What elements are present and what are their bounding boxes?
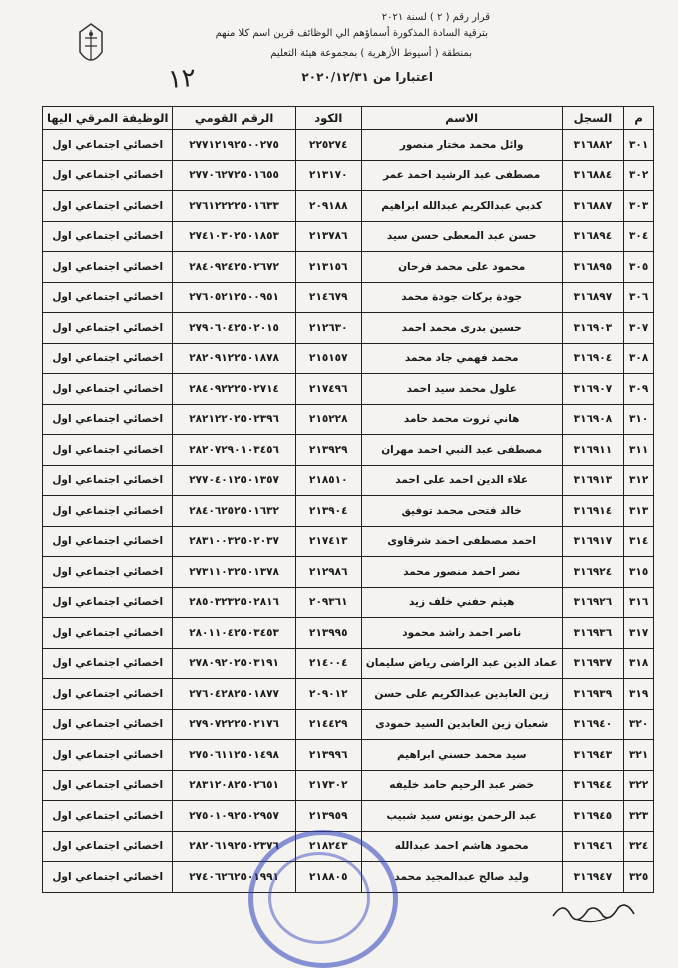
row-index: ٣٢٤ xyxy=(624,831,654,862)
row-name: زين العابدين عبدالكريم على حسن xyxy=(361,679,562,710)
row-register: ٣١٦٩٤٦ xyxy=(562,831,624,862)
row-national-id: ٢٨٢٠٩١٢٢٥٠١٨٧٨ xyxy=(173,343,295,374)
row-job: اخصائي اجتماعي اول xyxy=(43,465,173,496)
table-row xyxy=(43,160,654,191)
row-name: مصطفى عبد النبي احمد مهران xyxy=(361,435,562,466)
row-national-id: ٢٨٤٠٦٢٥٢٥٠١٦٣٢ xyxy=(173,496,295,527)
row-code: ٢١٥٢٢٨ xyxy=(295,404,361,435)
row-code: ٢١٣٩٩٦ xyxy=(295,740,361,771)
table-row xyxy=(43,313,654,344)
document-header xyxy=(0,0,678,105)
table-row xyxy=(43,526,654,557)
row-job: اخصائي اجتماعي اول xyxy=(43,435,173,466)
row-code: ٢١٣٩٢٩ xyxy=(295,435,361,466)
table-row xyxy=(43,252,654,283)
row-national-id: ٢٧٧١٢١٩٢٥٠٠٢٧٥ xyxy=(173,130,295,161)
row-national-id: ٢٧٥٠١٠٩٢٥٠٢٩٥٧ xyxy=(173,801,295,832)
row-national-id: ٢٧٧٠٦٢٧٢٥٠١٦٥٥ xyxy=(173,160,295,191)
row-national-id: ٢٧٧٠٤٠١٢٥٠١٣٥٧ xyxy=(173,465,295,496)
row-name: علول محمد سيد احمد xyxy=(361,374,562,405)
row-name: هاني ثروت محمد حامد xyxy=(361,404,562,435)
row-code: ٢١٧٤٩٦ xyxy=(295,374,361,405)
row-index: ٣١٩ xyxy=(624,679,654,710)
row-index: ٣١٦ xyxy=(624,587,654,618)
row-national-id: ٢٧٤١٠٣٠٢٥٠١٨٥٣ xyxy=(173,221,295,252)
row-name: نصر احمد منصور محمد xyxy=(361,557,562,588)
row-code: ٢١٨٢٤٣ xyxy=(295,831,361,862)
row-job: اخصائي اجتماعي اول xyxy=(43,343,173,374)
row-job: اخصائي اجتماعي اول xyxy=(43,831,173,862)
row-job: اخصائي اجتماعي اول xyxy=(43,862,173,893)
row-code: ٢١٢٩٨٦ xyxy=(295,557,361,588)
row-name: محمد فهمي جاد محمد xyxy=(361,343,562,374)
row-index: ٣٢١ xyxy=(624,740,654,771)
row-job: اخصائي اجتماعي اول xyxy=(43,587,173,618)
row-code: ٢١٣١٧٠ xyxy=(295,160,361,191)
row-index: ٣٢٢ xyxy=(624,770,654,801)
row-register: ٣١٦٨٩٤ xyxy=(562,221,624,252)
row-name: خضر عبد الرحيم حامد خليفه xyxy=(361,770,562,801)
table-row xyxy=(43,374,654,405)
row-index: ٣٠١ xyxy=(624,130,654,161)
row-index: ٣١١ xyxy=(624,435,654,466)
col-header-national-id: الرقم القومي xyxy=(173,107,295,130)
col-header-name: الاسم xyxy=(361,107,562,130)
row-code: ٢١٨٨٠٥ xyxy=(295,862,361,893)
row-job: اخصائي اجتماعي اول xyxy=(43,740,173,771)
row-index: ٣١٣ xyxy=(624,496,654,527)
row-national-id: ٢٧٤٠٦٢٦٢٥٠١٩٩١ xyxy=(173,862,295,893)
table-row xyxy=(43,191,654,222)
decree-subject: بترقية السادة المذكورة أسماؤهم الي الوظائف قرين اسم كلا منهم xyxy=(215,28,488,39)
row-code: ٢١٣٩٠٤ xyxy=(295,496,361,527)
row-national-id: ٢٧٥٠٦١١٢٥٠١٤٩٨ xyxy=(173,740,295,771)
table-row xyxy=(43,404,654,435)
row-index: ٣٢٠ xyxy=(624,709,654,740)
row-register: ٣١٦٩١٧ xyxy=(562,526,624,557)
row-index: ٣٠٦ xyxy=(624,282,654,313)
row-name: حسين بدرى محمد احمد xyxy=(361,313,562,344)
col-header-job: الوظيفة المرقي اليها xyxy=(43,107,173,130)
row-job: اخصائي اجتماعي اول xyxy=(43,496,173,527)
table-row xyxy=(43,648,654,679)
row-job: اخصائي اجتماعي اول xyxy=(43,282,173,313)
decree-title: قرار رقم ( ٢ ) لسنة ٢٠٢١ xyxy=(381,12,490,23)
row-code: ٢١٣٩٥٩ xyxy=(295,801,361,832)
row-index: ٣١٠ xyxy=(624,404,654,435)
row-register: ٣١٦٩٤٠ xyxy=(562,709,624,740)
row-register: ٣١٦٨٨٤ xyxy=(562,160,624,191)
row-code: ٢١٣١٥٦ xyxy=(295,252,361,283)
row-national-id: ٢٨٥٠٣٢٣٢٥٠٢٨١٦ xyxy=(173,587,295,618)
row-register: ٣١٦٩٣٩ xyxy=(562,679,624,710)
row-job: اخصائي اجتماعي اول xyxy=(43,679,173,710)
row-job: اخصائي اجتماعي اول xyxy=(43,160,173,191)
row-register: ٣١٦٩١٤ xyxy=(562,496,624,527)
promotion-table xyxy=(42,106,654,893)
row-national-id: ٢٨٤٠٩٢٤٢٥٠٢٦٧٢ xyxy=(173,252,295,283)
row-code: ٢٠٩٠١٢ xyxy=(295,679,361,710)
row-register: ٣١٦٩٤٣ xyxy=(562,740,624,771)
table-row xyxy=(43,709,654,740)
row-job: اخصائي اجتماعي اول xyxy=(43,404,173,435)
row-index: ٣٢٥ xyxy=(624,862,654,893)
table-row xyxy=(43,679,654,710)
row-register: ٣١٦٩١١ xyxy=(562,435,624,466)
row-code: ٢٢٥٢٧٤ xyxy=(295,130,361,161)
row-index: ٣٠٨ xyxy=(624,343,654,374)
row-name: احمد مصطفى احمد شرقاوى xyxy=(361,526,562,557)
row-code: ٢١٣٩٩٥ xyxy=(295,618,361,649)
row-national-id: ٢٧٦٠٥٢١٢٥٠٠٩٥١ xyxy=(173,282,295,313)
table-row xyxy=(43,587,654,618)
row-name: هيثم حفني خلف زيد xyxy=(361,587,562,618)
row-name: كدبي عبدالكريم عبدالله ابراهيم xyxy=(361,191,562,222)
row-index: ٣١٨ xyxy=(624,648,654,679)
row-national-id: ٢٨٢٠٧٢٩٠١٠٣٤٥٦ xyxy=(173,435,295,466)
row-national-id: ٢٨٢٠٦١٩٢٥٠٢٣٧٦ xyxy=(173,831,295,862)
row-name: جودة بركات جودة محمد xyxy=(361,282,562,313)
row-register: ٣١٦٩٤٧ xyxy=(562,862,624,893)
decree-region: بمنطقة ( أسيوط الأزهرية ) بمجموعة هيئة التعليم xyxy=(270,48,472,59)
table-row xyxy=(43,862,654,893)
row-index: ٣٠٧ xyxy=(624,313,654,344)
row-code: ٢٠٩١٨٨ xyxy=(295,191,361,222)
row-index: ٣٠٢ xyxy=(624,160,654,191)
table-header-row xyxy=(43,107,654,130)
row-index: ٣٢٣ xyxy=(624,801,654,832)
row-national-id: ٢٨٠١١٠٤٢٥٠٣٤٥٣ xyxy=(173,618,295,649)
table-row xyxy=(43,770,654,801)
row-index: ٣١٥ xyxy=(624,557,654,588)
col-header-index: م xyxy=(624,107,654,130)
table-row xyxy=(43,465,654,496)
row-register: ٣١٦٩٣٦ xyxy=(562,618,624,649)
row-national-id: ٢٧٩٠٦٠٤٢٥٠٢٠١٥ xyxy=(173,313,295,344)
row-job: اخصائي اجتماعي اول xyxy=(43,130,173,161)
row-index: ٣٠٩ xyxy=(624,374,654,405)
row-name: خالد فتحى محمد توفيق xyxy=(361,496,562,527)
table-row xyxy=(43,557,654,588)
row-national-id: ٢٨٣١٠٠٣٢٥٠٢٠٣٧ xyxy=(173,526,295,557)
row-job: اخصائي اجتماعي اول xyxy=(43,191,173,222)
row-national-id: ٢٨٤٠٩٢٢٢٥٠٢٧١٤ xyxy=(173,374,295,405)
row-job: اخصائي اجتماعي اول xyxy=(43,252,173,283)
table-row xyxy=(43,130,654,161)
table-row xyxy=(43,282,654,313)
row-code: ٢١٥١٥٧ xyxy=(295,343,361,374)
row-register: ٣١٦٩٣٧ xyxy=(562,648,624,679)
row-job: اخصائي اجتماعي اول xyxy=(43,648,173,679)
row-code: ٢١٣٧٨٦ xyxy=(295,221,361,252)
table-row xyxy=(43,618,654,649)
row-register: ٣١٦٩٤٥ xyxy=(562,801,624,832)
row-name: محمود هاشم احمد عبدالله xyxy=(361,831,562,862)
row-name: حسن عبد المعطى حسن سيد xyxy=(361,221,562,252)
row-national-id: ٢٧٦١٢٢٢٢٥٠١٦٣٣ xyxy=(173,191,295,222)
row-name: عبد الرحمن يونس سيد شبيب xyxy=(361,801,562,832)
row-name: علاء الدين احمد على احمد xyxy=(361,465,562,496)
row-job: اخصائي اجتماعي اول xyxy=(43,221,173,252)
row-register: ٣١٦٩٠٤ xyxy=(562,343,624,374)
row-national-id: ٢٨٣١٢٠٨٢٥٠٢٦٥١ xyxy=(173,770,295,801)
azhar-emblem-icon xyxy=(76,22,106,70)
row-national-id: ٢٧٣١١٠٣٢٥٠١٣٧٨ xyxy=(173,557,295,588)
table-row xyxy=(43,801,654,832)
table-row xyxy=(43,435,654,466)
row-national-id: ٢٧٦٠٤٢٨٢٥٠١٨٧٧ xyxy=(173,679,295,710)
row-index: ٣٠٤ xyxy=(624,221,654,252)
row-national-id: ٢٧٩٠٧٢٢٢٥٠٢١٧٦ xyxy=(173,709,295,740)
row-code: ٢١٤٠٠٤ xyxy=(295,648,361,679)
row-job: اخصائي اجتماعي اول xyxy=(43,526,173,557)
row-name: عماد الدين عبد الراضى رياض سليمان xyxy=(361,648,562,679)
row-national-id: ٢٧٨٠٩٢٠٢٥٠٣١٩١ xyxy=(173,648,295,679)
row-code: ٢١٤٦٧٩ xyxy=(295,282,361,313)
row-register: ٣١٦٩٤٤ xyxy=(562,770,624,801)
row-index: ٣١٢ xyxy=(624,465,654,496)
row-name: مصطفى عبد الرشيد احمد عمر xyxy=(361,160,562,191)
table-row xyxy=(43,831,654,862)
row-job: اخصائي اجتماعي اول xyxy=(43,374,173,405)
row-name: شعبان زين العابدين السيد حمودى xyxy=(361,709,562,740)
effective-date: اعتبارا من ٢٠٢٠/١٢/٣١ xyxy=(301,70,433,84)
table-row xyxy=(43,496,654,527)
row-register: ٣١٦٩٠٣ xyxy=(562,313,624,344)
row-job: اخصائي اجتماعي اول xyxy=(43,313,173,344)
row-name: وائل محمد مختار منصور xyxy=(361,130,562,161)
row-register: ٣١٦٩٠٨ xyxy=(562,404,624,435)
signature-icon xyxy=(548,896,638,926)
row-name: سيد محمد حسني ابراهيم xyxy=(361,740,562,771)
handwritten-page-number: ١٢ xyxy=(166,63,197,95)
row-name: محمود على محمد فرحان xyxy=(361,252,562,283)
table-row xyxy=(43,740,654,771)
row-index: ٣٠٥ xyxy=(624,252,654,283)
table-row xyxy=(43,343,654,374)
col-header-register: السجل xyxy=(562,107,624,130)
row-national-id: ٢٨٢١٢٢٠٢٥٠٢٣٩٦ xyxy=(173,404,295,435)
row-register: ٣١٦٩٢٤ xyxy=(562,557,624,588)
row-register: ٣١٦٩٠٧ xyxy=(562,374,624,405)
row-code: ٢١٧٣٠٢ xyxy=(295,770,361,801)
row-code: ٢٠٩٣٦١ xyxy=(295,587,361,618)
row-name: وليد صالح عبدالمجيد محمد xyxy=(361,862,562,893)
row-job: اخصائي اجتماعي اول xyxy=(43,557,173,588)
table-body xyxy=(43,130,654,893)
row-register: ٣١٦٨٩٥ xyxy=(562,252,624,283)
row-code: ٢١٤٤٢٩ xyxy=(295,709,361,740)
row-code: ٢١٢٦٣٠ xyxy=(295,313,361,344)
row-index: ٣٠٣ xyxy=(624,191,654,222)
row-index: ٣١٧ xyxy=(624,618,654,649)
row-register: ٣١٦٩٢٦ xyxy=(562,587,624,618)
col-header-code: الكود xyxy=(295,107,361,130)
row-job: اخصائي اجتماعي اول xyxy=(43,770,173,801)
row-job: اخصائي اجتماعي اول xyxy=(43,709,173,740)
row-code: ٢١٧٤١٣ xyxy=(295,526,361,557)
row-code: ٢١٨٥١٠ xyxy=(295,465,361,496)
row-register: ٣١٦٨٨٢ xyxy=(562,130,624,161)
row-index: ٣١٤ xyxy=(624,526,654,557)
row-register: ٣١٦٩١٣ xyxy=(562,465,624,496)
row-register: ٣١٦٨٨٧ xyxy=(562,191,624,222)
row-job: اخصائي اجتماعي اول xyxy=(43,801,173,832)
row-job: اخصائي اجتماعي اول xyxy=(43,618,173,649)
table-row xyxy=(43,221,654,252)
row-register: ٣١٦٨٩٧ xyxy=(562,282,624,313)
row-name: ناصر احمد راشد محمود xyxy=(361,618,562,649)
